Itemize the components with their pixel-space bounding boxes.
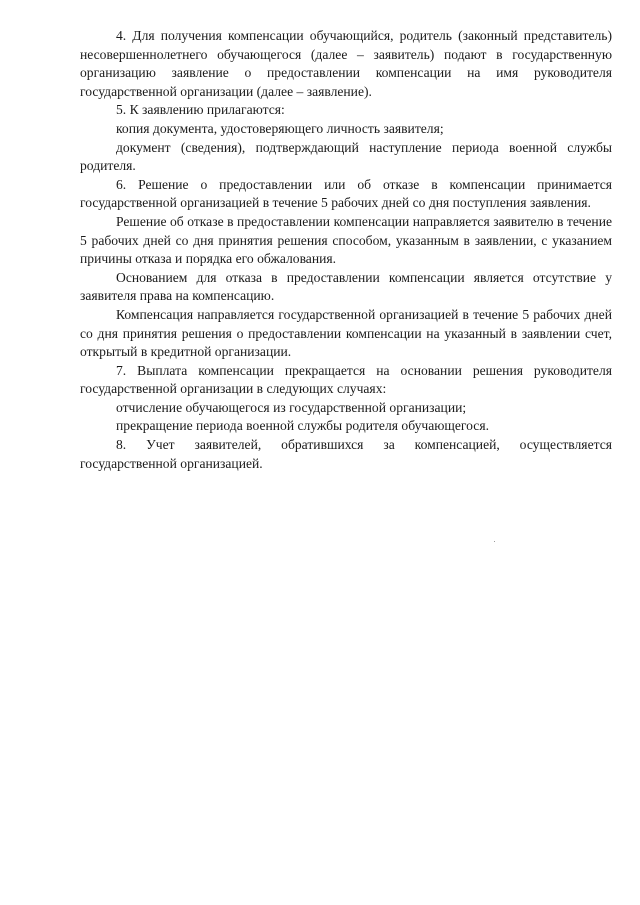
document-body <box>80 27 612 473</box>
paragraph-refusal-grounds: Основанием для отказа в предоставлении компенсации является отсутствие у заявителя права на компенсацию. <box>80 269 612 304</box>
paragraph-item-7-list-2: прекращение периода военной службы родителя обучающегося. <box>116 418 489 434</box>
paragraph-item-5-list-1: копия документа, удостоверяющего личность заявителя; <box>116 120 444 136</box>
paragraph-item-8: 8. Учет заявителей, обратившихся за компенсацией, осуществляется государственной организацией. <box>80 437 612 471</box>
paragraph-refusal-notice: Решение об отказе в предоставлении компенсации направляется заявителю в течение 5 рабочих дней со дня принятия решения способом, указанным в заявлении, с указанием причины отказа и порядка его обжалования. <box>80 213 612 267</box>
paragraph-item-4: 4. Для получения компенсации обучающийся, родитель (законный представитель) несовершеннолетнего обучающегося (далее – заявитель) подают в государственную организацию заявление о предоставлении компенсации на имя руководителя государственной организации (далее – заявление). <box>80 28 612 99</box>
paragraph-item-5: 5. К заявлению прилагаются: <box>116 102 285 118</box>
paragraph-payment-transfer: Компенсация направляется государственной организацией в течение 5 рабочих дней со дня принятия решения о предоставлении компенсации на указанный в заявлении счет, открытый в кредитной организации. <box>80 306 612 360</box>
paragraph-item-5-list-2: документ (сведения), подтверждающий наступление периода военной службы родителя. <box>80 139 612 174</box>
paragraph-item-7: 7. Выплата компенсации прекращается на основании решения руководителя государственной организации в следующих случаях: <box>80 362 612 397</box>
scan-speck <box>494 541 495 542</box>
paragraph-item-7-list-1: отчисление обучающегося из государственной организации; <box>116 399 467 415</box>
paragraph-item-6: 6. Решение о предоставлении или об отказе в компенсации принимается государственной организацией в течение 5 рабочих дней со дня поступления заявления. <box>80 176 612 211</box>
